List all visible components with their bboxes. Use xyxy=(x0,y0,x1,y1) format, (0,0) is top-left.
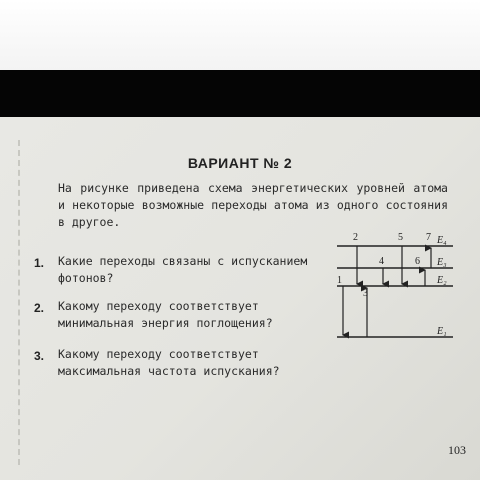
transition-3-label: 3 xyxy=(363,288,368,299)
question-text: Какие переходы связаны с испусканием фотонов? xyxy=(58,254,308,285)
question-text: Какому переходу соответствует минимальная энергия поглощения? xyxy=(58,299,273,330)
variant-title: ВАРИАНТ № 2 xyxy=(187,155,293,171)
level-e4-label: E₄ xyxy=(437,235,447,246)
transition-5-label: 5 xyxy=(398,232,403,243)
transition-4-label: 4 xyxy=(379,256,384,267)
level-e2-label: E₂ xyxy=(437,275,447,286)
question-number: 3. xyxy=(34,349,45,363)
question-number: 2. xyxy=(34,301,45,315)
transition-1-label: 1 xyxy=(337,275,342,286)
background-surface xyxy=(0,0,480,70)
level-e1-label: E₁ xyxy=(437,326,447,337)
intro-text: На рисунке приведена схема энергетических уровней атома и некоторые возможные переходы атома из одного состояния в другое. xyxy=(58,181,448,229)
page-margin-line xyxy=(18,140,22,465)
page-number: 103 xyxy=(448,443,466,457)
transition-7-label: 7 xyxy=(426,232,431,243)
question-number: 1. xyxy=(34,256,45,270)
transition-2-label: 2 xyxy=(353,232,358,243)
question-text: Какому переходу соответствует максимальная частота испускания? xyxy=(58,347,280,378)
transition-6-label: 6 xyxy=(415,256,420,267)
level-e3-label: E₃ xyxy=(437,257,447,268)
energy-level-diagram xyxy=(325,228,465,346)
black-band xyxy=(0,70,480,118)
